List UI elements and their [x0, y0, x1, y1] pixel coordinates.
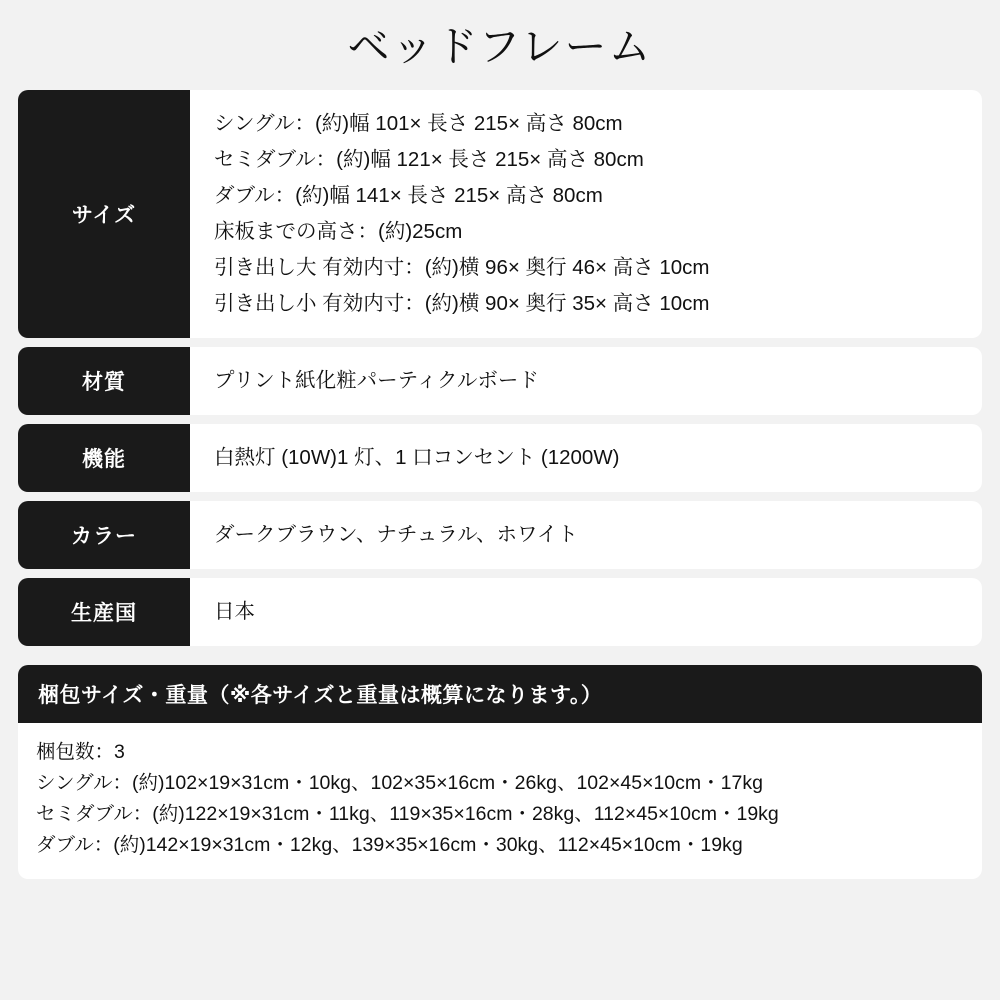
spec-line: ダブル：(約)幅 141× 長さ 215× 高さ 80cm: [214, 184, 603, 207]
packing-body: [18, 723, 982, 879]
packing-header: 梱包サイズ・重量（※各サイズと重量は概算になります。）: [18, 665, 982, 723]
spec-line: 床板までの高さ：(約)25cm: [214, 220, 463, 243]
packing-line: セミダブル：(約)122×19×31cm・11kg、119×35×16cm・28kg、112×45×10cm・19kg: [36, 803, 779, 825]
row-label-material: 材質: [18, 347, 190, 415]
row-label-country: 生産国: [18, 578, 190, 646]
row-value-country: [190, 578, 982, 646]
spec-line: 白熱灯 (10W)1 灯、1 口コンセント (1200W): [214, 446, 620, 469]
table-row-function: [18, 424, 982, 492]
spec-table: [18, 90, 982, 646]
page-title: ベッドフレーム: [347, 23, 653, 70]
row-value-size: [190, 90, 982, 338]
row-value-function: [190, 424, 982, 492]
row-value-color: [190, 501, 982, 569]
spec-line: セミダブル：(約)幅 121× 長さ 215× 高さ 80cm: [214, 148, 644, 171]
table-row-country: [18, 578, 982, 646]
spec-line: 引き出し小 有効内寸：(約)横 90× 奥行 35× 高さ 10cm: [214, 292, 710, 315]
row-label-size: サイズ: [18, 90, 190, 338]
packing-line: シングル：(約)102×19×31cm・10kg、102×35×16cm・26kg、102×45×10cm・17kg: [36, 772, 763, 794]
packing-line: ダブル：(約)142×19×31cm・12kg、139×35×16cm・30kg、112×45×10cm・19kg: [36, 834, 743, 856]
row-value-material: [190, 347, 982, 415]
table-row-color: [18, 501, 982, 569]
spec-line: ダークブラウン、ナチュラル、ホワイト: [214, 523, 578, 546]
spec-line: 日本: [214, 600, 255, 623]
table-row-material: [18, 347, 982, 415]
table-row-size: [18, 90, 982, 338]
row-label-function: 機能: [18, 424, 190, 492]
packing-section: [18, 665, 982, 879]
row-label-color: カラー: [18, 501, 190, 569]
spec-line: シングル：(約)幅 101× 長さ 215× 高さ 80cm: [214, 112, 623, 135]
packing-line: 梱包数：3: [36, 741, 125, 763]
spec-line: プリント紙化粧パーティクルボード: [214, 369, 539, 392]
spec-line: 引き出し大 有効内寸：(約)横 96× 奥行 46× 高さ 10cm: [214, 256, 710, 279]
